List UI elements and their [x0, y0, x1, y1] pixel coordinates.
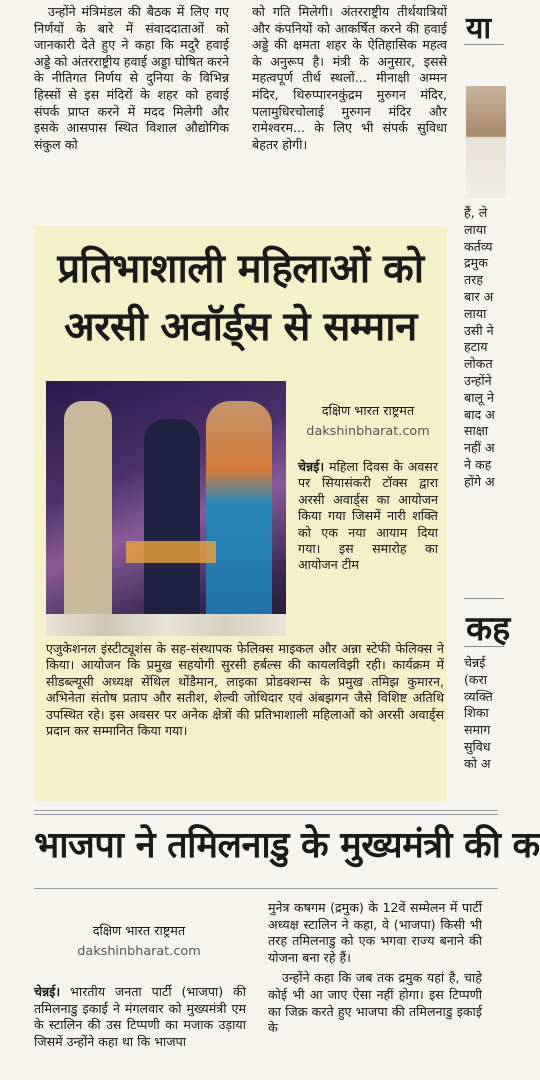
adjacent-column-clipped — [458, 0, 511, 1080]
feature-side-text — [298, 459, 438, 574]
headline-line-1: प्रतिभाशाली महिलाओं को — [57, 246, 424, 292]
clipped-line: शिका — [464, 705, 489, 721]
clipped-line: द्रमुक — [464, 255, 488, 271]
stage-banner — [126, 541, 216, 563]
divider — [464, 646, 504, 647]
clipped-line: हैं, ले — [464, 205, 488, 220]
feature-headline — [34, 240, 447, 356]
byline-source: दक्षिण भारत राष्ट्रमत — [92, 924, 186, 939]
byline — [34, 922, 244, 962]
clipped-line: नहीं अ — [464, 440, 495, 456]
clipped-line: होंगे अ — [464, 473, 495, 489]
paragraph: उन्होंने कहा कि जब तक द्रमुक यहां है, चाहे कोई भी आ जाए ऐसा नहीं होगा। इस टिप्पणी का जिक्र करते हुए भाजपा की तमिलनाडु इकाई के — [268, 970, 482, 1036]
byline — [298, 402, 438, 442]
clipped-line: चेन्नई — [464, 655, 486, 670]
byline-site: dakshinbharat.com — [77, 944, 201, 959]
article-column-bottom-left — [34, 984, 246, 1054]
feature-article-box — [34, 226, 447, 802]
clipped-line: तरह — [464, 272, 484, 288]
byline-source: दक्षिण भारत राष्ट्रमत — [321, 404, 415, 419]
paragraph-text: भारतीय जनता पार्टी (भाजपा) की तमिलनाडु इकाई ने मंगलवार को मुख्यमंत्री एम के स्टालिन की उस टिप्पणी का मजाक उड़ाया जिसमें उन्होंने कहा था कि भाजपा — [34, 984, 246, 1049]
person-figure — [144, 419, 200, 629]
clipped-line: ने कह — [464, 456, 492, 472]
paragraph: को गति मिलेगी। अंतरराष्ट्रीय तीर्थयात्रियों और कंपनियों को आकर्षित करने की हवाई अड्डे की क्षमता शहर के ऐतिहासिक महत्व के अनुरूप है। मंत्री के अनुसार, इससे महत्वपूर्ण तीर्थ स्थलों... मीनाक्षी अम्मन मंदिर, थिरुप्पारनकुंद्रम मुरुगन मंदिर, पलामुधिरचोलाई मुरुगन मंदिर और रामेश्वरम... के लिए भी संपर्क सुविधा बेहतर होगी। — [252, 4, 447, 152]
clipped-text-lines — [464, 205, 524, 491]
headline-line-2: अरसी अवॉर्ड्स से सम्मान — [64, 304, 417, 350]
side-paragraph: महिला दिवस के अवसर पर सियासंकरी टॉक्स द्वारा अरसी अवार्ड्स का आयोजन किया गया जिसमें नारी शक्ति को एक नया आयाम दिया गया। इस समारोह का आयोजन टीम — [298, 459, 438, 573]
clipped-headline: कह — [466, 609, 511, 649]
dateline: चेन्नई। — [34, 984, 61, 999]
clipped-line: साक्षा — [464, 423, 489, 439]
divider — [34, 814, 498, 815]
dateline: चेन्नई। — [298, 459, 325, 474]
clipped-line: समाग — [464, 722, 491, 738]
portrait-photo — [466, 86, 506, 198]
clipped-line: लोकत — [464, 356, 493, 372]
clipped-line: कर्तव्य — [464, 238, 493, 254]
article-column-top-right — [252, 4, 447, 157]
paragraph: मुनेत्र कषगम (द्रमुक) के 12वें सम्मेलन में पार्टी अध्यक्ष स्टालिन ने कहा, वे (भाजपा) किसी भी तरह तमिलनाडु को एक भगवा राज्य बनाने की योजना बना रहे हैं। — [268, 900, 482, 965]
clipped-line: उन्होंने — [464, 372, 492, 388]
clipped-headline: या — [466, 11, 492, 46]
clipped-line: बालू ने — [464, 389, 494, 405]
clipped-line: लाया — [464, 221, 487, 237]
person-figure — [206, 401, 272, 629]
clipped-line: उसी ने — [464, 322, 494, 338]
paragraph: उन्होंने मंत्रिमंडल की बैठक में लिए गए निर्णयों के बारे में संवाददाताओं को जानकारी देते हुए ने कहा कि मदुरै हवाई अड्डे को अंतरराष्ट्रीय हवाई अड्डा घोषित करने के नीतिगत निर्णय से दुनिया के विभिन्न हिस्सों से इस मंदिरों के शहर को हवाई संपर्क प्राप्त करने में मदद मिलेगी और इसके आसपास स्थित विशाल औद्योगिक संकुल को — [34, 4, 229, 152]
paragraph — [34, 984, 246, 1050]
bottom-headline: भाजपा ने तमिलनाडु के मुख्यमंत्री की क — [34, 825, 540, 866]
clipped-line: लाया — [464, 305, 487, 321]
award-ceremony-photo — [46, 381, 286, 636]
article-column-bottom-right — [268, 900, 482, 1041]
divider — [464, 598, 504, 599]
divider — [34, 888, 498, 889]
clipped-line: व्यक्ति — [464, 688, 493, 704]
clipped-line: बार अ — [464, 288, 494, 304]
divider — [34, 810, 498, 811]
clipped-line: बाद अ — [464, 406, 495, 422]
clipped-line: हटाय — [464, 339, 488, 355]
person-figure — [64, 401, 112, 626]
feature-body-text: एजुकेशनल इंस्टीट्यूशंस के सह-संस्थापक फेलिक्स माइकल और अन्ना स्टेफी फेलिक्स ने किया। आयोजन कि प्रमुख सहयोगी सुरसी हर्बल्स की कायलविझी रही। कार्यक्रम में सीडब्ल्यूसी अध्यक्ष सेंथिल थोंडैमान, लाइका प्रोडक्शन्स के प्रमुख तमिझ कुमारन, अभिनेता संतोष प्रताप और सतीश, शेल्वी जोथिदार एवं अंबझगन जैसे विशिष्ट अतिथि उपस्थित रहे। इस अवसर पर अनेक क्षेत्रों की प्रतिभाशाली महिलाओं को अरसी अवार्ड्स प्रदान कर सम्मानित किया गया। — [46, 641, 444, 739]
clipped-line: (करा — [464, 671, 487, 687]
clipped-text-lines — [464, 655, 524, 773]
clipped-line: सुविध — [464, 738, 491, 754]
clipped-line: को अ — [464, 755, 491, 771]
divider — [464, 44, 504, 45]
byline-site: dakshinbharat.com — [306, 424, 430, 439]
stage-flowers — [46, 614, 286, 636]
article-column-top-left — [34, 4, 229, 157]
